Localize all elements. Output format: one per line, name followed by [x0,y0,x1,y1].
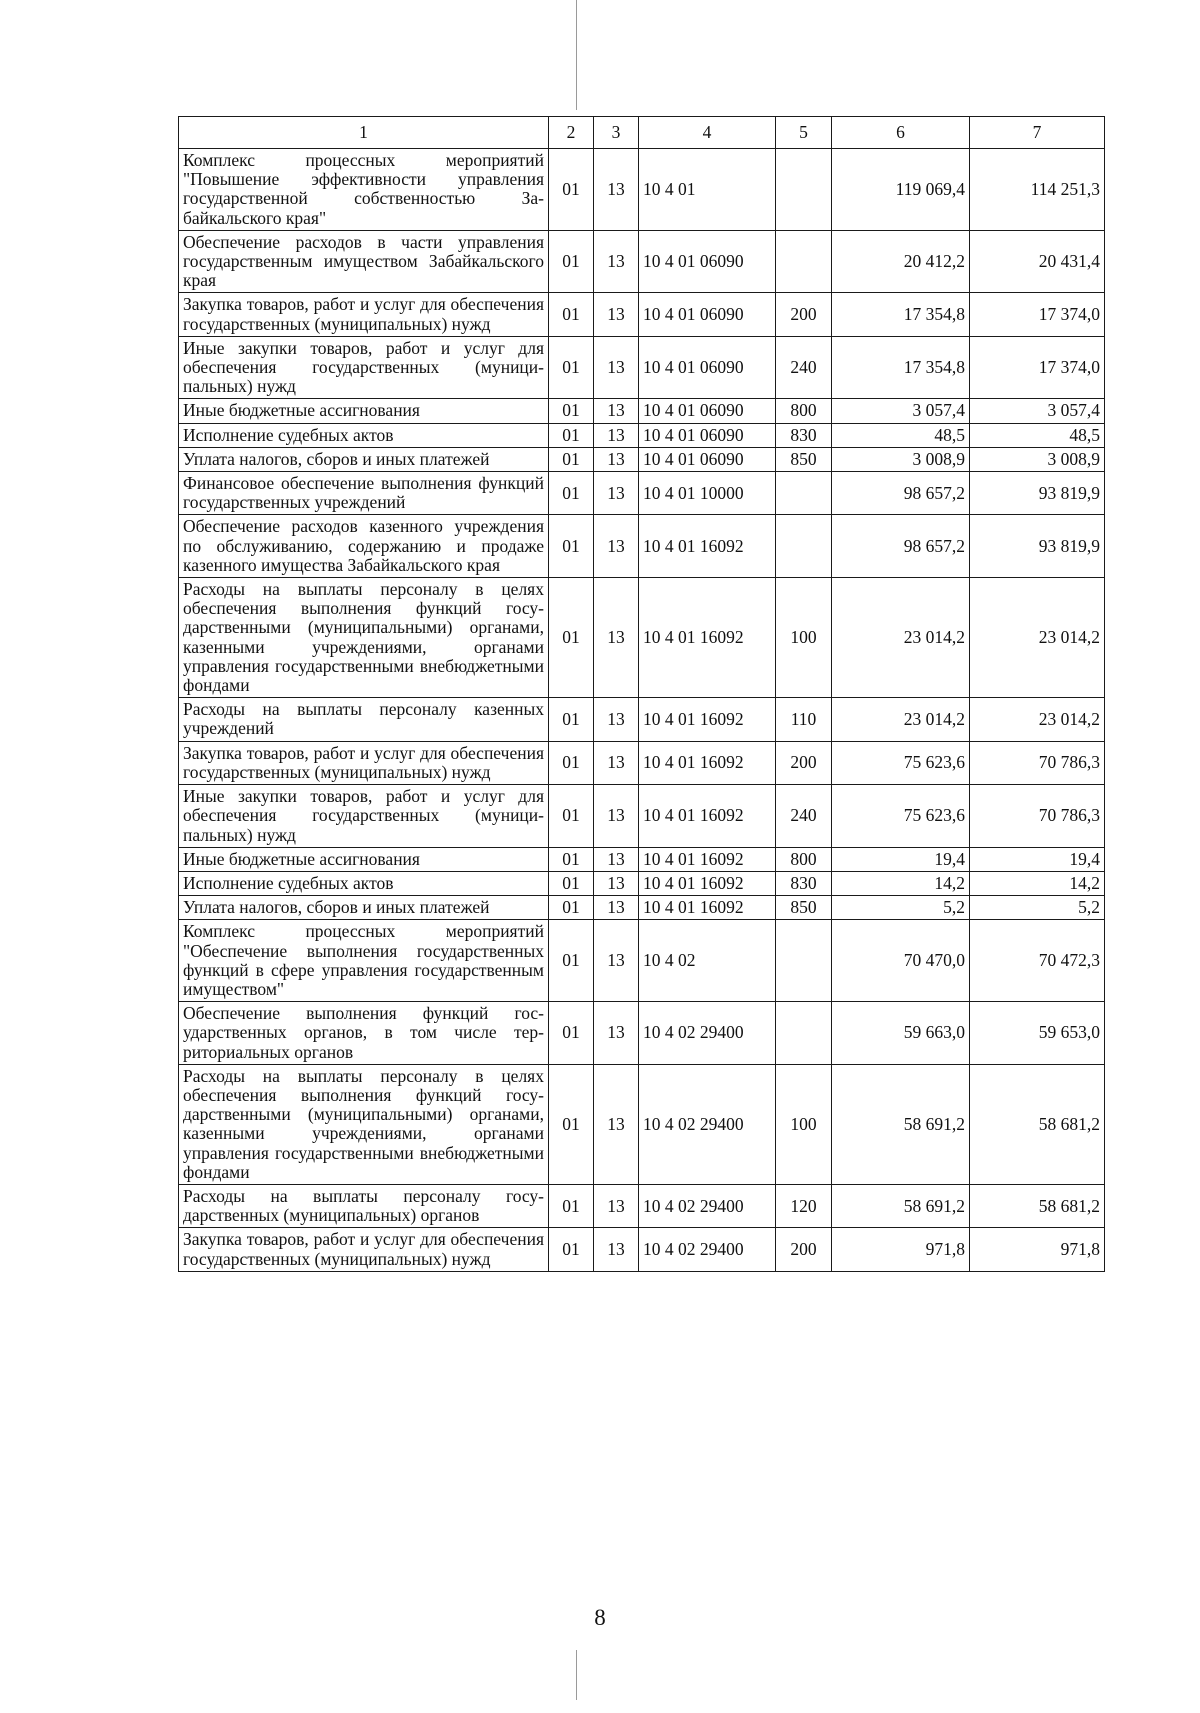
expense-type-code [776,920,832,1002]
table-row [179,399,1105,423]
target-article-code: 10 4 01 06090 [639,293,776,336]
table-row [179,447,1105,471]
amount-col-7: 114 251,3 [970,149,1105,231]
target-article-code: 10 4 01 06090 [639,230,776,293]
section-code: 01 [549,423,594,447]
scan-artifact-line-bottom [576,1650,577,1700]
item-name: Комплекс процессных мероприятий "Обеспечение выполнения государственных функций в сфере управления государственным имуществом" [179,920,549,1002]
section-code: 01 [549,230,594,293]
section-code: 01 [549,578,594,698]
amount-col-7: 59 653,0 [970,1002,1105,1065]
column-header-4: 4 [639,117,776,149]
section-code: 01 [549,1002,594,1065]
amount-col-6: 3 057,4 [832,399,970,423]
subsection-code: 13 [594,578,639,698]
amount-col-7: 971,8 [970,1228,1105,1271]
table-row [179,293,1105,336]
amount-col-6: 17 354,8 [832,336,970,399]
section-code: 01 [549,741,594,784]
table-row [179,423,1105,447]
table-body [179,149,1105,1272]
table-row [179,785,1105,848]
target-article-code: 10 4 01 10000 [639,472,776,515]
expense-type-code: 200 [776,741,832,784]
expense-type-code: 110 [776,698,832,741]
target-article-code: 10 4 01 06090 [639,399,776,423]
amount-col-7: 17 374,0 [970,293,1105,336]
item-name: Иные бюджетные ассигнования [179,847,549,871]
subsection-code: 13 [594,447,639,471]
expense-type-code [776,230,832,293]
target-article-code: 10 4 01 16092 [639,741,776,784]
subsection-code: 13 [594,785,639,848]
item-name: Исполнение судебных актов [179,871,549,895]
amount-col-7: 17 374,0 [970,336,1105,399]
expense-type-code [776,1002,832,1065]
item-name: Закупка товаров, работ и услуг для обеспечения государственных (муниципальных) нужд [179,1228,549,1271]
expense-type-code: 100 [776,1064,832,1184]
item-name: Закупка товаров, работ и услуг для обеспечения государственных (муниципальных) нужд [179,293,549,336]
amount-col-7: 3 057,4 [970,399,1105,423]
target-article-code: 10 4 01 06090 [639,336,776,399]
table-row [179,871,1105,895]
subsection-code: 13 [594,896,639,920]
amount-col-6: 75 623,6 [832,741,970,784]
item-name: Расходы на выплаты персоналу в целях обеспечения выполнения функций государственными (муниципальными) органами, казенными учреждениями, органами управления государственными внебюджетными фондами [179,578,549,698]
subsection-code: 13 [594,698,639,741]
item-name: Расходы на выплаты персоналу казенных учреждений [179,698,549,741]
expense-type-code: 200 [776,293,832,336]
expense-type-code: 830 [776,423,832,447]
table-row [179,1228,1105,1271]
amount-col-7: 48,5 [970,423,1105,447]
subsection-code: 13 [594,1002,639,1065]
item-name: Иные закупки товаров, работ и услуг для обеспечения государственных (муниципальных) нужд [179,336,549,399]
target-article-code: 10 4 02 29400 [639,1002,776,1065]
target-article-code: 10 4 01 16092 [639,578,776,698]
expense-type-code: 240 [776,336,832,399]
expense-type-code: 830 [776,871,832,895]
item-name: Финансовое обеспечение выполнения функций государственных учреждений [179,472,549,515]
subsection-code: 13 [594,847,639,871]
expense-type-code [776,515,832,578]
expense-type-code: 120 [776,1184,832,1227]
amount-col-6: 23 014,2 [832,698,970,741]
subsection-code: 13 [594,399,639,423]
column-header-3: 3 [594,117,639,149]
amount-col-6: 20 412,2 [832,230,970,293]
amount-col-7: 70 786,3 [970,785,1105,848]
expense-type-code [776,472,832,515]
target-article-code: 10 4 01 16092 [639,515,776,578]
scan-artifact-line-top [576,0,577,110]
subsection-code: 13 [594,1184,639,1227]
amount-col-7: 93 819,9 [970,515,1105,578]
table-row [179,1002,1105,1065]
subsection-code: 13 [594,423,639,447]
page-number: 8 [594,1605,606,1630]
target-article-code: 10 4 02 [639,920,776,1002]
item-name: Обеспечение выполнения функций государственных органов, в том числе территориальных органов [179,1002,549,1065]
item-name: Закупка товаров, работ и услуг для обеспечения государственных (муниципальных) нужд [179,741,549,784]
target-article-code: 10 4 02 29400 [639,1064,776,1184]
table-row [179,230,1105,293]
amount-col-6: 14,2 [832,871,970,895]
table-row [179,149,1105,231]
subsection-code: 13 [594,1228,639,1271]
column-header-2: 2 [549,117,594,149]
expense-type-code: 800 [776,847,832,871]
section-code: 01 [549,785,594,848]
section-code: 01 [549,336,594,399]
item-name: Расходы на выплаты персоналу в целях обеспечения выполнения функций государственными (муниципальными) органами, казенными учреждениями, органами управления государственными внебюджетными фондами [179,1064,549,1184]
amount-col-6: 58 691,2 [832,1064,970,1184]
item-name: Уплата налогов, сборов и иных платежей [179,896,549,920]
subsection-code: 13 [594,1064,639,1184]
expense-type-code: 200 [776,1228,832,1271]
section-code: 01 [549,847,594,871]
amount-col-7: 19,4 [970,847,1105,871]
section-code: 01 [549,698,594,741]
section-code: 01 [549,920,594,1002]
section-code: 01 [549,1228,594,1271]
subsection-code: 13 [594,336,639,399]
section-code: 01 [549,447,594,471]
column-header-5: 5 [776,117,832,149]
target-article-code: 10 4 02 29400 [639,1228,776,1271]
subsection-code: 13 [594,871,639,895]
section-code: 01 [549,293,594,336]
expense-type-code [776,149,832,231]
subsection-code: 13 [594,741,639,784]
column-header-7: 7 [970,117,1105,149]
section-code: 01 [549,1184,594,1227]
item-name: Уплата налогов, сборов и иных платежей [179,447,549,471]
amount-col-6: 59 663,0 [832,1002,970,1065]
table-row [179,920,1105,1002]
section-code: 01 [549,1064,594,1184]
subsection-code: 13 [594,515,639,578]
item-name: Обеспечение расходов в части управления государственным имуществом Забайкальского края [179,230,549,293]
section-code: 01 [549,515,594,578]
target-article-code: 10 4 01 16092 [639,871,776,895]
table-row [179,515,1105,578]
amount-col-6: 75 623,6 [832,785,970,848]
amount-col-6: 58 691,2 [832,1184,970,1227]
table-row [179,336,1105,399]
table-row [179,472,1105,515]
target-article-code: 10 4 01 16092 [639,896,776,920]
subsection-code: 13 [594,149,639,231]
amount-col-6: 5,2 [832,896,970,920]
target-article-code: 10 4 01 16092 [639,847,776,871]
item-name: Обеспечение расходов казенного учреждения по обслуживанию, содержанию и продаже казенного имущества Забайкальского края [179,515,549,578]
expense-type-code: 850 [776,896,832,920]
item-name: Расходы на выплаты персоналу государственных (муниципальных) органов [179,1184,549,1227]
table-row [179,578,1105,698]
table-row [179,741,1105,784]
amount-col-7: 93 819,9 [970,472,1105,515]
section-code: 01 [549,896,594,920]
item-name: Иные закупки товаров, работ и услуг для обеспечения государственных (муниципальных) нужд [179,785,549,848]
target-article-code: 10 4 02 29400 [639,1184,776,1227]
table-row [179,1184,1105,1227]
amount-col-7: 23 014,2 [970,578,1105,698]
amount-col-7: 3 008,9 [970,447,1105,471]
table-row [179,1064,1105,1184]
column-header-1: 1 [179,117,549,149]
target-article-code: 10 4 01 06090 [639,423,776,447]
budget-table [178,116,1105,1272]
amount-col-7: 20 431,4 [970,230,1105,293]
amount-col-7: 70 786,3 [970,741,1105,784]
amount-col-7: 23 014,2 [970,698,1105,741]
target-article-code: 10 4 01 [639,149,776,231]
expense-type-code: 240 [776,785,832,848]
amount-col-6: 971,8 [832,1228,970,1271]
item-name: Иные бюджетные ассигнования [179,399,549,423]
amount-col-7: 14,2 [970,871,1105,895]
column-header-6: 6 [832,117,970,149]
amount-col-6: 19,4 [832,847,970,871]
subsection-code: 13 [594,472,639,515]
subsection-code: 13 [594,920,639,1002]
amount-col-6: 119 069,4 [832,149,970,231]
amount-col-6: 98 657,2 [832,472,970,515]
amount-col-6: 70 470,0 [832,920,970,1002]
section-code: 01 [549,472,594,515]
table-row [179,896,1105,920]
target-article-code: 10 4 01 06090 [639,447,776,471]
section-code: 01 [549,399,594,423]
amount-col-6: 17 354,8 [832,293,970,336]
table-header-row [179,117,1105,149]
target-article-code: 10 4 01 16092 [639,698,776,741]
expense-type-code: 100 [776,578,832,698]
expense-type-code: 850 [776,447,832,471]
amount-col-7: 58 681,2 [970,1064,1105,1184]
target-article-code: 10 4 01 16092 [639,785,776,848]
table-row [179,847,1105,871]
amount-col-6: 23 014,2 [832,578,970,698]
subsection-code: 13 [594,230,639,293]
section-code: 01 [549,149,594,231]
amount-col-6: 48,5 [832,423,970,447]
amount-col-7: 58 681,2 [970,1184,1105,1227]
table-row [179,698,1105,741]
section-code: 01 [549,871,594,895]
subsection-code: 13 [594,293,639,336]
item-name: Комплекс процессных мероприятий "Повышение эффективности управления государственной собственностью Забайкальского края" [179,149,549,231]
amount-col-6: 3 008,9 [832,447,970,471]
item-name: Исполнение судебных актов [179,423,549,447]
amount-col-6: 98 657,2 [832,515,970,578]
amount-col-7: 5,2 [970,896,1105,920]
amount-col-7: 70 472,3 [970,920,1105,1002]
expense-type-code: 800 [776,399,832,423]
